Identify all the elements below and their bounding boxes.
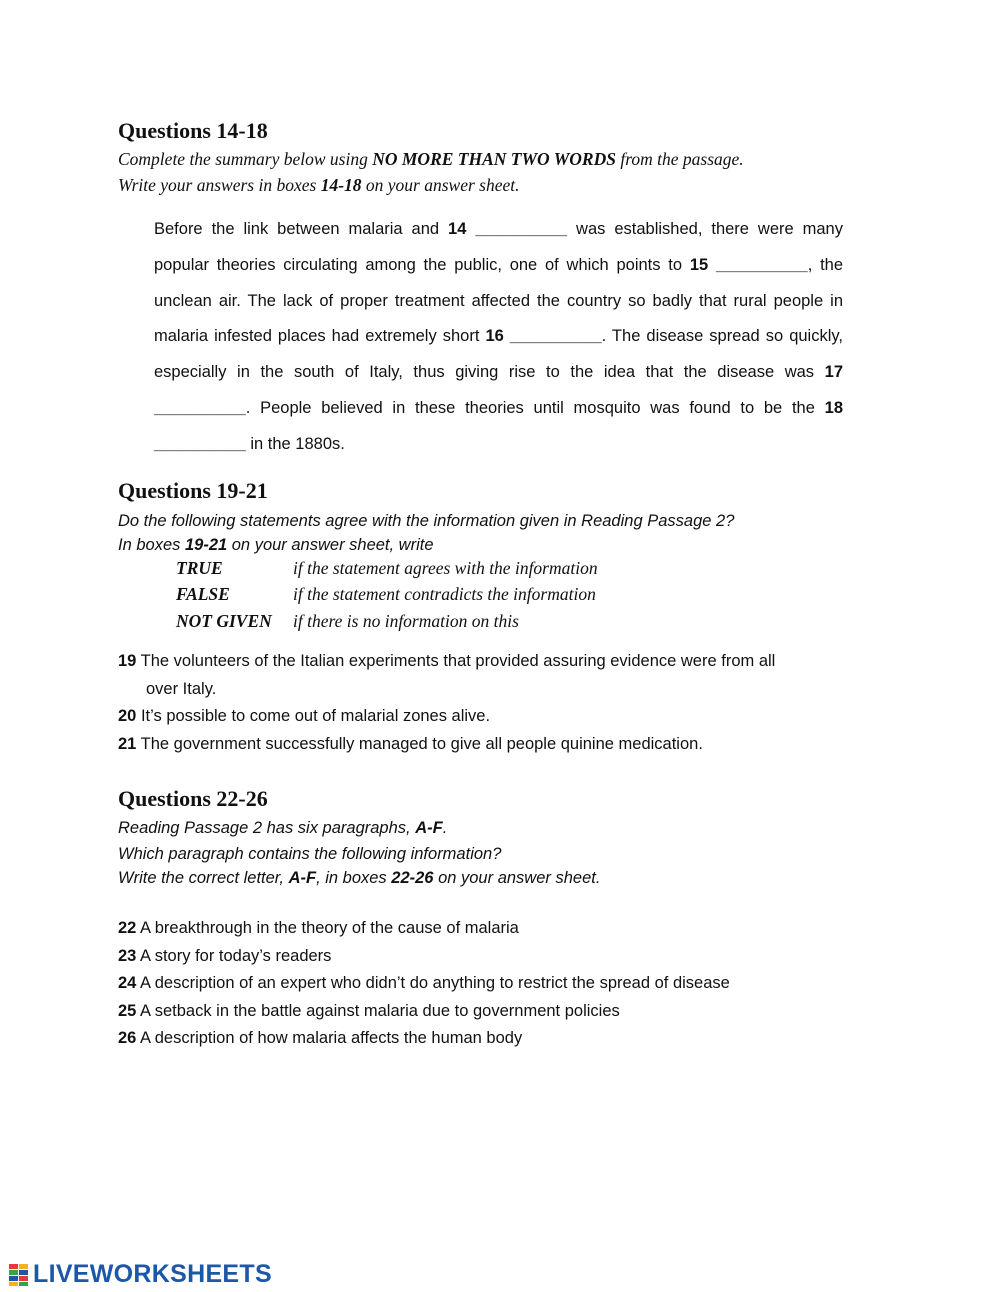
instruction-line-2: In boxes 19-21 on your answer sheet, write	[118, 536, 434, 554]
gap-number-16: 16	[485, 327, 504, 346]
option-true	[176, 555, 598, 582]
heading-questions-22-26: Questions 22-26	[118, 786, 268, 811]
question-19-continued: over Italy.	[146, 679, 217, 698]
instruction-line-1: Do the following statements agree with the information given in Reading Passage 2?	[118, 512, 735, 530]
answer-blank-18[interactable]: __________	[154, 434, 246, 453]
answer-blank-16[interactable]: __________	[509, 327, 602, 346]
option-desc: if there is no information on this	[293, 610, 519, 631]
liveworksheets-logo[interactable]	[8, 1260, 272, 1289]
liveworksheets-logo-icon	[8, 1263, 30, 1287]
question-21: 21 The government successfully managed to give all people quinine medication.	[118, 734, 703, 753]
question-20: 20 It’s possible to come out of malarial zones alive.	[118, 707, 491, 725]
question-19: 19 The volunteers of the Italian experiments that provided assuring evidence were from all	[118, 652, 776, 670]
option-desc: if the statement contradicts the information	[293, 584, 596, 605]
question-23: 23 A story for today’s readers	[118, 946, 332, 965]
logo-wordmark: LIVEWORKSHEETS	[33, 1260, 272, 1288]
answer-blank-17[interactable]: __________	[154, 398, 246, 417]
question-list-22-26	[118, 915, 730, 1053]
option-desc: if the statement agrees with the information	[293, 557, 598, 578]
summary-paragraph: Before the link between malaria and 14 __________ was established, there were many popular theories circulating among the public, one of which points to 15 __________, the unclean air. The lack of proper treatment affected the country so badly that rural people in malaria infested places had extremely short 16 __________. The disease spread so quickly, especially in the south of Italy, thus giving rise to the idea that the disease was 17 __________. People believed in these theories until mosquito was found to be the 18 __________ in the 1880s.	[154, 220, 844, 453]
question-26: 26 A description of how malaria affects the human body	[118, 1029, 523, 1047]
instruction-line-1: Reading Passage 2 has six paragraphs, A-F.	[118, 819, 448, 837]
gap-number-15: 15	[689, 255, 709, 274]
option-key: FALSE	[176, 584, 230, 605]
heading-questions-19-21: Questions 19-21	[118, 478, 268, 503]
question-24: 24 A description of an expert who didn’t do anything to restrict the spread of disease	[118, 974, 730, 992]
instruction-line-2: Which paragraph contains the following information?	[118, 845, 502, 863]
option-not-given	[176, 608, 598, 635]
answer-blank-14[interactable]: __________	[475, 220, 568, 238]
gap-number-17: 17	[824, 363, 843, 382]
instruction-line-2: Write your answers in boxes 14-18 on your answer sheet.	[118, 175, 520, 195]
option-key: TRUE	[176, 557, 223, 578]
instruction-line-3: Write the correct letter, A-F, in boxes 22-26 on your answer sheet.	[118, 869, 601, 887]
answer-options	[176, 555, 598, 635]
answer-blank-15[interactable]: __________	[715, 255, 808, 274]
heading-questions-14-18: Questions 14-18	[118, 118, 268, 143]
question-22: 22 A breakthrough in the theory of the cause of malaria	[118, 919, 519, 937]
option-false	[176, 582, 598, 609]
instruction-line-1: Complete the summary below using NO MORE THAN TWO WORDS from the passage.	[118, 149, 744, 169]
question-list-19-21	[118, 648, 862, 758]
gap-number-18: 18	[824, 398, 843, 417]
gap-number-14: 14	[448, 220, 467, 238]
question-25: 25 A setback in the battle against malaria due to government policies	[118, 1001, 620, 1020]
option-key: NOT GIVEN	[176, 610, 272, 631]
